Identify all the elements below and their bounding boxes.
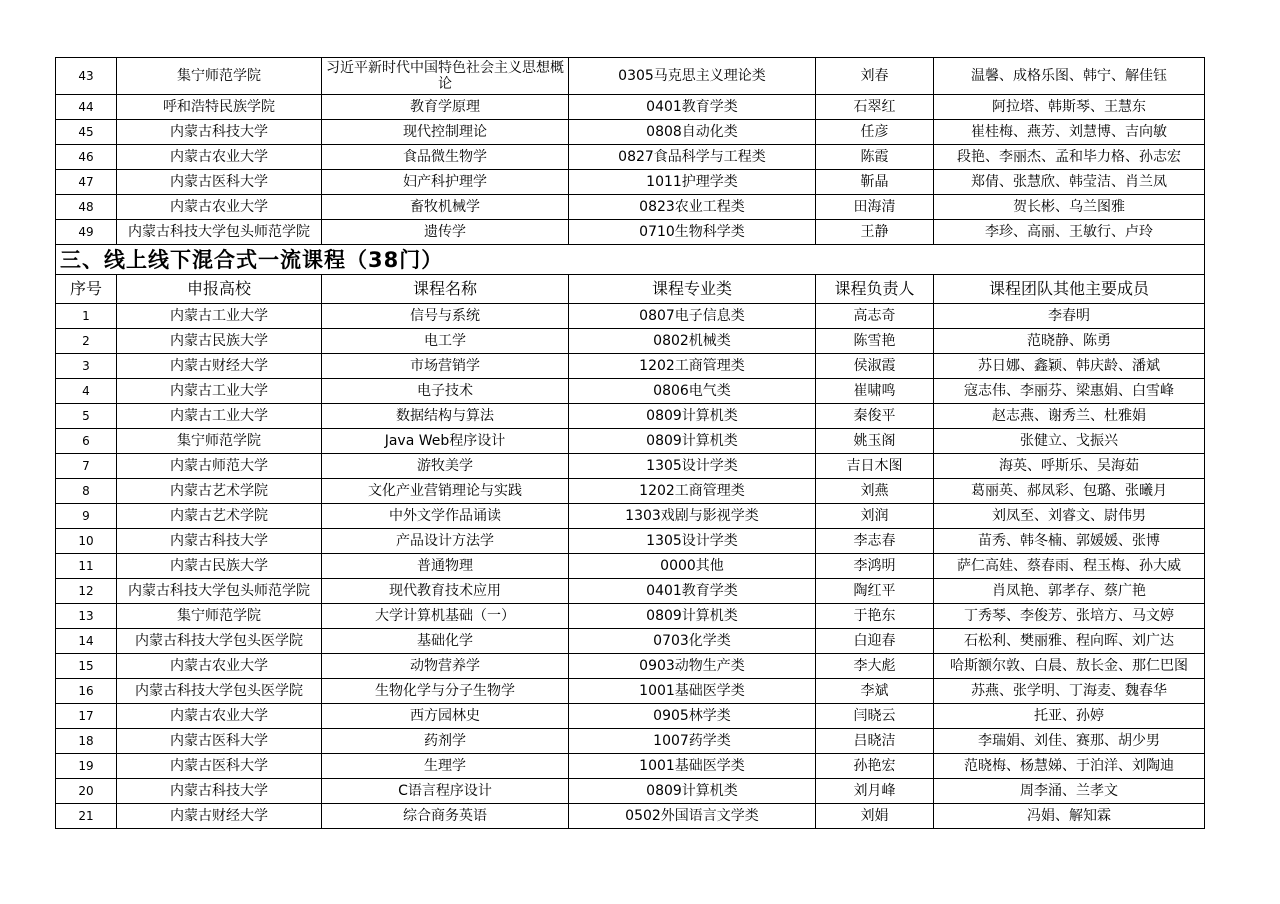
table-row (56, 779, 1205, 804)
cell-course: 产品设计方法学 (322, 529, 569, 554)
cell-team: 崔桂梅、燕芳、刘慧博、吉向敏 (934, 120, 1205, 145)
cell-course: 游牧美学 (322, 454, 569, 479)
table-row (56, 429, 1205, 454)
cell-category: 0802机械类 (569, 329, 816, 354)
cell-school: 内蒙古工业大学 (117, 304, 322, 329)
cell-course: 电工学 (322, 329, 569, 354)
cell-team: 肖凤艳、郭孝存、蔡广艳 (934, 579, 1205, 604)
cell-leader: 孙艳宏 (816, 754, 934, 779)
table-row (56, 504, 1205, 529)
cell-no: 10 (56, 529, 117, 554)
cell-no: 4 (56, 379, 117, 404)
table-row (56, 804, 1205, 829)
cell-no: 17 (56, 704, 117, 729)
cell-team: 李瑞娟、刘佳、赛那、胡少男 (934, 729, 1205, 754)
cell-leader: 刘燕 (816, 479, 934, 504)
cell-course: C语言程序设计 (322, 779, 569, 804)
cell-team: 郑倩、张慧欣、韩莹洁、肖兰凤 (934, 170, 1205, 195)
table-row (56, 579, 1205, 604)
cell-school: 内蒙古科技大学包头师范学院 (117, 579, 322, 604)
cell-no: 12 (56, 579, 117, 604)
cell-school: 内蒙古科技大学 (117, 529, 322, 554)
cell-course: 西方园林史 (322, 704, 569, 729)
cell-team: 温馨、成格乐图、韩宁、解佳钰 (934, 58, 1205, 95)
cell-category: 0809计算机类 (569, 429, 816, 454)
cell-category: 1303戏剧与影视学类 (569, 504, 816, 529)
cell-school: 内蒙古农业大学 (117, 145, 322, 170)
cell-leader: 吉日木图 (816, 454, 934, 479)
cell-course: 习近平新时代中国特色社会主义思想概论 (322, 58, 569, 95)
cell-school: 内蒙古农业大学 (117, 195, 322, 220)
cell-course: 市场营销学 (322, 354, 569, 379)
cell-no: 14 (56, 629, 117, 654)
table-row (56, 58, 1205, 95)
cell-school: 内蒙古民族大学 (117, 554, 322, 579)
cell-leader: 姚玉阁 (816, 429, 934, 454)
header-row (56, 275, 1205, 304)
cell-leader: 刘娟 (816, 804, 934, 829)
cell-leader: 侯淑霞 (816, 354, 934, 379)
table-row (56, 654, 1205, 679)
cell-category: 1305设计学类 (569, 529, 816, 554)
cell-category: 0827食品科学与工程类 (569, 145, 816, 170)
cell-team: 周李涌、兰孝文 (934, 779, 1205, 804)
table-row (56, 379, 1205, 404)
cell-school: 内蒙古师范大学 (117, 454, 322, 479)
cell-school: 内蒙古医科大学 (117, 754, 322, 779)
cell-category: 1007药学类 (569, 729, 816, 754)
table-row (56, 170, 1205, 195)
cell-course: 遗传学 (322, 220, 569, 245)
cell-category: 0710生物科学类 (569, 220, 816, 245)
cell-no: 5 (56, 404, 117, 429)
cell-leader: 李鸿明 (816, 554, 934, 579)
cell-no: 20 (56, 779, 117, 804)
cell-no: 48 (56, 195, 117, 220)
table-row (56, 95, 1205, 120)
cell-team: 托亚、孙婷 (934, 704, 1205, 729)
cell-team: 段艳、李丽杰、孟和毕力格、孙志宏 (934, 145, 1205, 170)
top-section-body (56, 58, 1205, 245)
cell-no: 45 (56, 120, 117, 145)
cell-category: 0000其他 (569, 554, 816, 579)
section-three-body (56, 304, 1205, 829)
cell-course: 药剂学 (322, 729, 569, 754)
table-row (56, 145, 1205, 170)
cell-course: 畜牧机械学 (322, 195, 569, 220)
cell-no: 19 (56, 754, 117, 779)
cell-no: 21 (56, 804, 117, 829)
cell-team: 海英、呼斯乐、吴海茹 (934, 454, 1205, 479)
cell-category: 0401教育学类 (569, 579, 816, 604)
cell-school: 集宁师范学院 (117, 58, 322, 95)
cell-team: 贺长彬、乌兰图雅 (934, 195, 1205, 220)
table-row (56, 304, 1205, 329)
cell-leader: 吕晓洁 (816, 729, 934, 754)
cell-school: 内蒙古科技大学包头医学院 (117, 629, 322, 654)
cell-category: 1011护理学类 (569, 170, 816, 195)
cell-category: 0809计算机类 (569, 604, 816, 629)
cell-category: 1202工商管理类 (569, 354, 816, 379)
cell-leader: 李志春 (816, 529, 934, 554)
cell-course: 基础化学 (322, 629, 569, 654)
cell-team: 李春明 (934, 304, 1205, 329)
header-category: 课程专业类 (569, 275, 816, 304)
cell-no: 18 (56, 729, 117, 754)
cell-course: 现代控制理论 (322, 120, 569, 145)
cell-course: 生理学 (322, 754, 569, 779)
cell-leader: 陶红平 (816, 579, 934, 604)
cell-course: 教育学原理 (322, 95, 569, 120)
cell-course: 现代教育技术应用 (322, 579, 569, 604)
cell-leader: 李大彪 (816, 654, 934, 679)
cell-category: 0809计算机类 (569, 404, 816, 429)
cell-no: 1 (56, 304, 117, 329)
cell-school: 内蒙古农业大学 (117, 654, 322, 679)
cell-leader: 任彦 (816, 120, 934, 145)
cell-team: 赵志燕、谢秀兰、杜雅娟 (934, 404, 1205, 429)
cell-leader: 刘月峰 (816, 779, 934, 804)
cell-school: 内蒙古民族大学 (117, 329, 322, 354)
cell-team: 丁秀琴、李俊芳、张培方、马文婷 (934, 604, 1205, 629)
cell-category: 0905林学类 (569, 704, 816, 729)
cell-school: 内蒙古科技大学包头医学院 (117, 679, 322, 704)
cell-leader: 刘春 (816, 58, 934, 95)
table-row (56, 120, 1205, 145)
cell-category: 0823农业工程类 (569, 195, 816, 220)
cell-team: 李珍、高丽、王敏行、卢玲 (934, 220, 1205, 245)
cell-school: 内蒙古工业大学 (117, 379, 322, 404)
cell-school: 内蒙古科技大学 (117, 120, 322, 145)
header-leader: 课程负责人 (816, 275, 934, 304)
cell-no: 9 (56, 504, 117, 529)
cell-course: 综合商务英语 (322, 804, 569, 829)
cell-course: 动物营养学 (322, 654, 569, 679)
cell-course: 信号与系统 (322, 304, 569, 329)
cell-no: 49 (56, 220, 117, 245)
cell-no: 6 (56, 429, 117, 454)
table-row (56, 529, 1205, 554)
table-row (56, 629, 1205, 654)
table-row (56, 195, 1205, 220)
cell-school: 内蒙古医科大学 (117, 729, 322, 754)
cell-course: 文化产业营销理论与实践 (322, 479, 569, 504)
header-team: 课程团队其他主要成员 (934, 275, 1205, 304)
cell-no: 16 (56, 679, 117, 704)
table-row (56, 729, 1205, 754)
cell-school: 集宁师范学院 (117, 604, 322, 629)
table-row (56, 404, 1205, 429)
cell-category: 1305设计学类 (569, 454, 816, 479)
cell-school: 集宁师范学院 (117, 429, 322, 454)
cell-leader: 李斌 (816, 679, 934, 704)
cell-category: 1001基础医学类 (569, 754, 816, 779)
course-table (55, 57, 1205, 829)
cell-category: 0703化学类 (569, 629, 816, 654)
cell-leader: 靳晶 (816, 170, 934, 195)
table-row (56, 329, 1205, 354)
cell-course: Java Web程序设计 (322, 429, 569, 454)
cell-school: 内蒙古农业大学 (117, 704, 322, 729)
header-no: 序号 (56, 275, 117, 304)
cell-course: 中外文学作品诵读 (322, 504, 569, 529)
cell-category: 0401教育学类 (569, 95, 816, 120)
cell-leader: 石翠红 (816, 95, 934, 120)
cell-no: 47 (56, 170, 117, 195)
cell-team: 张健立、戈振兴 (934, 429, 1205, 454)
cell-category: 0502外国语言文学类 (569, 804, 816, 829)
cell-course: 妇产科护理学 (322, 170, 569, 195)
cell-category: 0305马克思主义理论类 (569, 58, 816, 95)
cell-category: 0807电子信息类 (569, 304, 816, 329)
cell-school: 内蒙古艺术学院 (117, 479, 322, 504)
cell-school: 内蒙古财经大学 (117, 354, 322, 379)
cell-course: 大学计算机基础（一） (322, 604, 569, 629)
cell-no: 46 (56, 145, 117, 170)
table-row (56, 354, 1205, 379)
cell-no: 11 (56, 554, 117, 579)
cell-no: 2 (56, 329, 117, 354)
cell-course: 普通物理 (322, 554, 569, 579)
cell-category: 0903动物生产类 (569, 654, 816, 679)
cell-school: 内蒙古医科大学 (117, 170, 322, 195)
cell-course: 电子技术 (322, 379, 569, 404)
cell-school: 内蒙古科技大学包头师范学院 (117, 220, 322, 245)
table-row (56, 479, 1205, 504)
table-row (56, 704, 1205, 729)
cell-course: 生物化学与分子生物学 (322, 679, 569, 704)
cell-course: 食品微生物学 (322, 145, 569, 170)
cell-leader: 王静 (816, 220, 934, 245)
cell-team: 范晓梅、杨慧娣、于泊洋、刘陶迪 (934, 754, 1205, 779)
cell-team: 葛丽英、郝凤彩、包璐、张曦月 (934, 479, 1205, 504)
cell-category: 0806电气类 (569, 379, 816, 404)
cell-leader: 田海清 (816, 195, 934, 220)
cell-leader: 于艳东 (816, 604, 934, 629)
cell-no: 7 (56, 454, 117, 479)
cell-leader: 闫晓云 (816, 704, 934, 729)
cell-team: 苏燕、张学明、丁海麦、魏春华 (934, 679, 1205, 704)
cell-no: 8 (56, 479, 117, 504)
cell-team: 刘凤至、刘睿文、尉伟男 (934, 504, 1205, 529)
cell-team: 苗秀、韩冬楠、郭媛媛、张博 (934, 529, 1205, 554)
cell-team: 石松利、樊丽雅、程向晖、刘广达 (934, 629, 1205, 654)
cell-course: 数据结构与算法 (322, 404, 569, 429)
section-three (56, 245, 1205, 304)
cell-team: 范晓静、陈勇 (934, 329, 1205, 354)
cell-category: 0809计算机类 (569, 779, 816, 804)
cell-leader: 崔啸鸣 (816, 379, 934, 404)
cell-no: 44 (56, 95, 117, 120)
cell-team: 阿拉塔、韩斯琴、王慧东 (934, 95, 1205, 120)
cell-no: 3 (56, 354, 117, 379)
cell-school: 内蒙古财经大学 (117, 804, 322, 829)
cell-category: 0808自动化类 (569, 120, 816, 145)
table-row (56, 454, 1205, 479)
cell-school: 内蒙古艺术学院 (117, 504, 322, 529)
header-school: 申报高校 (117, 275, 322, 304)
section-three-title: 三、线上线下混合式一流课程（38门） (56, 245, 1205, 275)
cell-team: 苏日娜、鑫颖、韩庆龄、潘斌 (934, 354, 1205, 379)
cell-no: 13 (56, 604, 117, 629)
cell-leader: 陈雪艳 (816, 329, 934, 354)
cell-team: 冯娟、解知霖 (934, 804, 1205, 829)
cell-leader: 陈霞 (816, 145, 934, 170)
cell-school: 内蒙古工业大学 (117, 404, 322, 429)
header-course: 课程名称 (322, 275, 569, 304)
cell-no: 43 (56, 58, 117, 95)
cell-leader: 高志奇 (816, 304, 934, 329)
cell-team: 萨仁高娃、蔡春雨、程玉梅、孙大威 (934, 554, 1205, 579)
table-row (56, 554, 1205, 579)
table-row (56, 604, 1205, 629)
cell-school: 内蒙古科技大学 (117, 779, 322, 804)
cell-leader: 秦俊平 (816, 404, 934, 429)
cell-team: 寇志伟、李丽芬、梁惠娟、白雪峰 (934, 379, 1205, 404)
table-row (56, 754, 1205, 779)
cell-school: 呼和浩特民族学院 (117, 95, 322, 120)
cell-no: 15 (56, 654, 117, 679)
cell-team: 哈斯额尔敦、白晨、敖长金、那仁巴图 (934, 654, 1205, 679)
cell-category: 1202工商管理类 (569, 479, 816, 504)
cell-leader: 白迎春 (816, 629, 934, 654)
cell-category: 1001基础医学类 (569, 679, 816, 704)
table-row (56, 220, 1205, 245)
cell-leader: 刘润 (816, 504, 934, 529)
table-row (56, 679, 1205, 704)
